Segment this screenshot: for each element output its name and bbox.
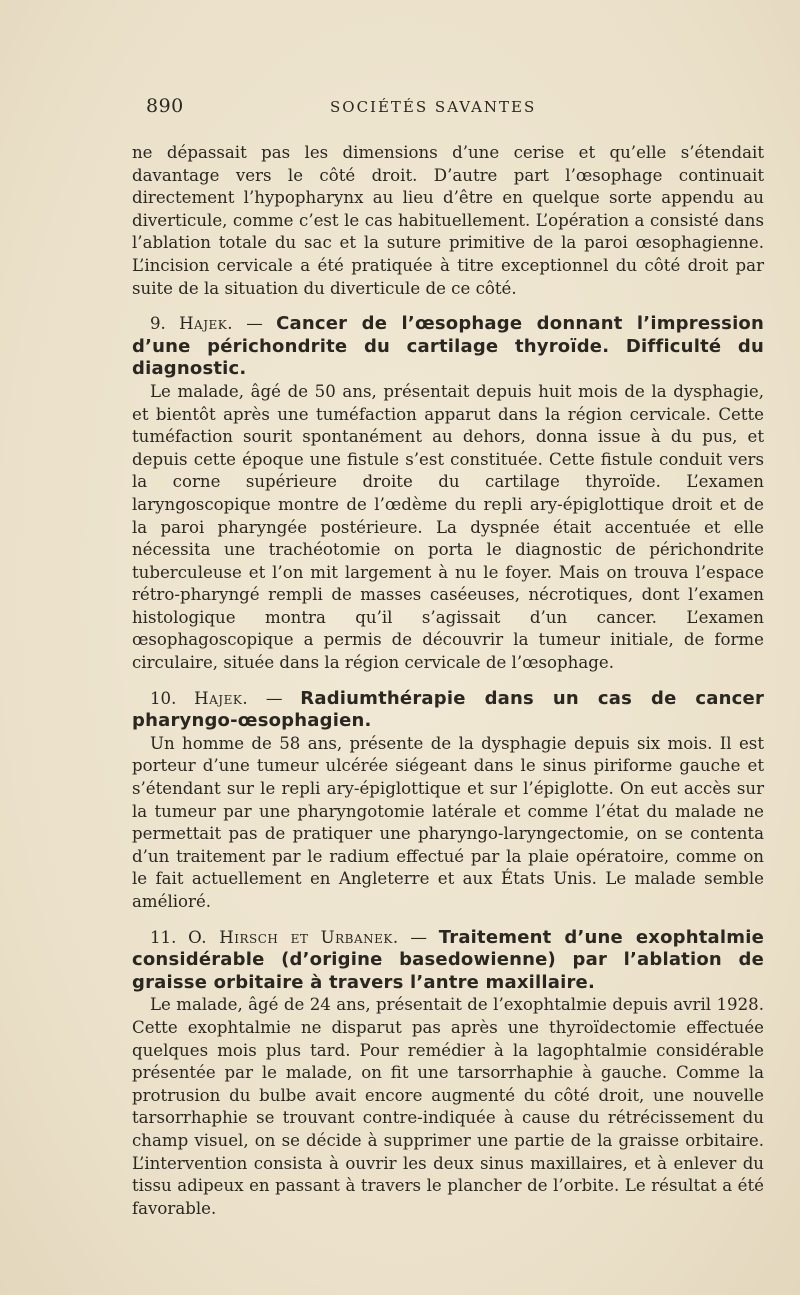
entry-title: Radiumthérapie dans un cas de cancer pharyngo-œsophagien. <box>132 687 765 732</box>
entry-text: Le malade, âgé de 50 ans, présentait depuis huit mois de la dysphagie, et bientôt après une tuméfaction apparut dans la région cervicale. Cette tuméfaction sourit spontanément au dehors, donna issue à du pus, et depuis cette époque une fistule s’est constituée. Cette fistule conduit vers la corne supérieure droite du cartilage thyroïde. L’examen laryngoscopique montre de l’œdème du repli ary-épiglottique droit et de la paroi pharyngée postérieure. La dyspnée était accentuée et elle nécessita une trachéotomie on porta le diagnostic de périchondrite tuberculeuse et l’on mit largement à nu le foyer. Mais on trouva l’espace rétro-pharyngé rempli de masses caséeuses, nécrotiques, dont l’examen histologique montra qu’il s’agissait d’un cancer. L’examen œsophagoscopique a permis de découvrir la tumeur initiale, de forme circulaire, située dans la région cervicale de l’œsophage. <box>132 381 764 673</box>
entry-authors: Hajek. <box>194 688 249 708</box>
continuation-paragraph: ne dépassait pas les dimensions d’une cerise et qu’elle s’étendait davantage vers le côté droit. D’autre part l’œsophage continuait directement l’hypopharynx au lieu d’être en quelque sorte appendu au diverticule, comme c’est le cas habituellement. L’opération a consisté dans l’ablation totale du sac et la suture primitive de la paroi œsophagienne. L’incision cervicale a été pratiquée à titre exceptionnel du côté droit par suite de la situation du diverticule de ce côté. <box>132 143 764 298</box>
entry-number: 9. <box>150 314 166 334</box>
page-number: 890 <box>146 95 184 117</box>
entry-number: 10. <box>150 688 177 708</box>
entry-heading <box>132 313 764 381</box>
entry-separator: — <box>410 927 427 947</box>
entry-10 <box>132 688 764 914</box>
entry-11 <box>132 927 764 1221</box>
entry-number: 11. <box>150 927 177 947</box>
entry-separator: — <box>246 314 263 334</box>
entry-9 <box>132 313 764 675</box>
page-body <box>132 142 764 1220</box>
entry-text: Le malade, âgé de 24 ans, présentait de l’exophtalmie depuis avril 1928. Cette exophtalmie ne disparut pas après une thyroïdectomie effectuée quelques mois plus tard. Pour remédier à la lagophtalmie considérable présentée par le malade, on fit une tarsorrhaphie à gauche. Comme la protrusion du bulbe avait encore augmenté du côté droit, une nouvelle tarsorrhaphie se trouvant contre-indiquée à cause du rétrécissement du champ visuel, on se décide à supprimer une partie de la graisse orbitaire. L’intervention consista à ouvrir les deux sinus maxillaires, et à enlever du tissu adipeux en passant à travers le plancher de l’orbite. Le résultat a été favorable. <box>132 995 764 1218</box>
entry-heading <box>132 927 764 995</box>
entry-heading <box>132 688 764 733</box>
running-head: SOCIÉTÉS SAVANTES <box>330 98 537 116</box>
entry-authors: O. Hirsch et Urbanek. <box>188 927 399 947</box>
entry-separator: — <box>265 688 283 708</box>
entry-title: Traitement d’une exophtalmie considérable (d’origine basedowienne) par l’ablation de graisse orbitaire à travers l’antre maxillaire. <box>132 926 765 993</box>
entry-text: Un homme de 58 ans, présente de la dysphagie depuis six mois. Il est porteur d’une tumeur ulcérée siégeant dans le sinus piriforme gauche et s’étendant sur le repli ary-épiglottique et sur l’épiglotte. On eut accès sur la tumeur par une pharyngotomie latérale et comme l’état du malade ne permettait pas de pratiquer une pharyngo-laryngectomie, on se contenta d’un traitement par le radium effectué par la plaie opératoire, comme on le fait actuellement en Angleterre et aux États Unis. Le malade semble amélioré. <box>132 733 764 911</box>
entry-authors: Hajek. <box>179 314 234 334</box>
page-header <box>140 95 670 119</box>
entry-title: Cancer de l’œsophage donnant l’impression d’une périchondrite du cartilage thyroïde. Difficulté du diagnostic. <box>132 313 765 380</box>
